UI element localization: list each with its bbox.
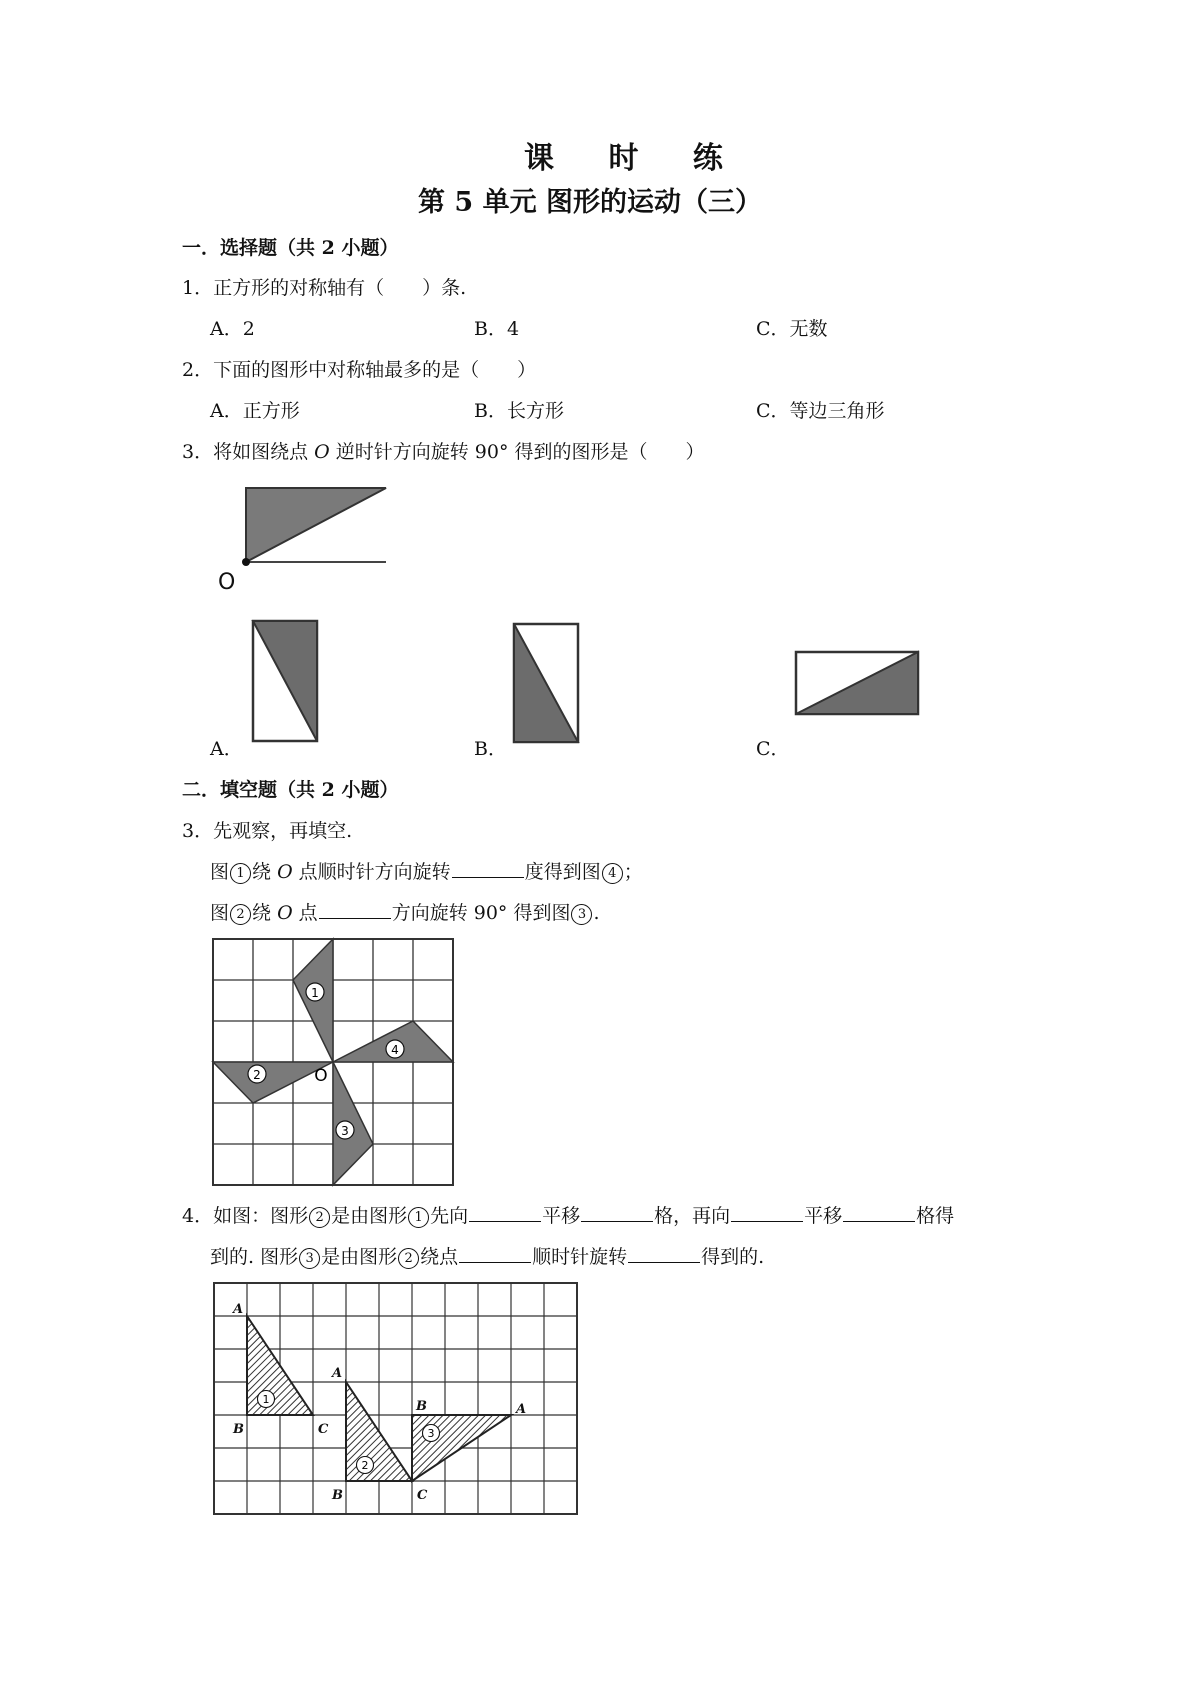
q3-var: O xyxy=(314,441,330,463)
q2-option-b: B．长方形 xyxy=(474,400,564,422)
circled-number: 3 xyxy=(299,1248,320,1269)
q3-option-b-figure xyxy=(512,622,582,746)
q1-option-b: B．4 xyxy=(474,318,520,340)
text: 绕 xyxy=(252,861,278,883)
shape-2-label: 2 xyxy=(253,1068,261,1082)
text: 是由图形 xyxy=(331,1205,408,1227)
answer-blank[interactable] xyxy=(452,859,524,878)
text: 平移 xyxy=(542,1205,581,1227)
text: 得到的. xyxy=(701,1246,765,1268)
var-o: O xyxy=(277,861,293,883)
q2-option-a: A．正方形 xyxy=(210,400,300,422)
label-c2: C xyxy=(417,1488,428,1503)
text: 到的. 图形 xyxy=(210,1246,299,1268)
question-2: 2．下面的图形中对称轴最多的是（ ） xyxy=(182,359,537,381)
circled-number: 2 xyxy=(309,1207,330,1228)
circled-number: 3 xyxy=(571,904,592,925)
q3-text-pre: 3．将如图绕点 xyxy=(182,441,315,463)
text: 点顺时针方向旋转 xyxy=(292,861,451,883)
q3-point-o: O xyxy=(218,570,236,595)
shape-3-label: 3 xyxy=(341,1124,349,1138)
q3-source-figure xyxy=(214,480,394,600)
label-b1: B xyxy=(233,1422,244,1437)
text: . xyxy=(593,902,600,924)
circled-number: 4 xyxy=(602,863,623,884)
label-c1: C xyxy=(318,1422,329,1437)
label-a2: A xyxy=(332,1366,343,1381)
text: 点 xyxy=(292,902,318,924)
circled-number: 2 xyxy=(398,1248,419,1269)
section-heading-fill: 二．填空题（共 2 小题） xyxy=(182,779,399,801)
text: 4．如图：图形 xyxy=(182,1205,309,1227)
circled-number: 1 xyxy=(408,1207,429,1228)
text: 度得到图 xyxy=(524,861,601,883)
label-b2: B xyxy=(332,1488,343,1503)
answer-blank[interactable] xyxy=(628,1244,700,1263)
text: 格得 xyxy=(916,1205,955,1227)
text: 方向旋转 90° 得到图 xyxy=(391,902,571,924)
answer-blank[interactable] xyxy=(319,900,391,919)
text: 平移 xyxy=(804,1205,843,1227)
q3-option-a-figure xyxy=(251,619,321,745)
fill-q3-line-1 xyxy=(210,857,643,884)
section-heading-choice: 一．选择题（共 2 小题） xyxy=(182,237,399,259)
answer-blank[interactable] xyxy=(581,1203,653,1222)
q3-option-b: B． xyxy=(474,738,507,760)
text: 图 xyxy=(210,902,230,924)
fill-q4-line-1 xyxy=(182,1201,954,1228)
grid-center-o: O xyxy=(314,1066,328,1086)
s3-label: 3 xyxy=(427,1427,435,1440)
q2-option-c: C．等边三角形 xyxy=(756,400,885,422)
question-1: 1．正方形的对称轴有（ ）条. xyxy=(182,277,467,299)
text: 先向 xyxy=(430,1205,469,1227)
q3-option-c: C． xyxy=(756,738,790,760)
q3-text-post: 逆时针方向旋转 90° 得到的图形是（ ） xyxy=(329,441,705,463)
answer-blank[interactable] xyxy=(843,1203,915,1222)
text: 顺时针旋转 xyxy=(532,1246,628,1268)
fill-q4-line-2 xyxy=(210,1242,764,1269)
var-o: O xyxy=(277,902,293,924)
page-title: 课 时 练 xyxy=(524,141,745,176)
s1-label: 1 xyxy=(262,1393,270,1406)
label-a3: A xyxy=(516,1402,527,1417)
s2-label: 2 xyxy=(361,1459,369,1472)
q1-option-c: C．无数 xyxy=(756,318,828,340)
answer-blank[interactable] xyxy=(469,1203,541,1222)
translation-grid-figure xyxy=(214,1283,580,1519)
text: 是由图形 xyxy=(321,1246,398,1268)
fill-question-3-intro: 3．先观察，再填空. xyxy=(182,820,353,842)
shape-1-label: 1 xyxy=(311,986,319,1000)
q1-option-a: A．2 xyxy=(210,318,255,340)
page-subtitle: 第 5 单元 图形的运动（三） xyxy=(418,187,762,218)
text: 绕点 xyxy=(420,1246,459,1268)
q3-option-c-figure xyxy=(794,650,922,718)
question-3 xyxy=(182,437,705,464)
shape-4-label: 4 xyxy=(391,1043,399,1057)
answer-blank[interactable] xyxy=(731,1203,803,1222)
text: 图 xyxy=(210,861,230,883)
label-b3: B xyxy=(416,1399,427,1414)
circled-number: 1 xyxy=(230,863,251,884)
text: 绕 xyxy=(252,902,278,924)
label-a1: A xyxy=(233,1302,244,1317)
circled-number: 2 xyxy=(230,904,251,925)
rotation-grid-figure xyxy=(213,939,457,1187)
text: ； xyxy=(623,861,643,883)
q3-option-a: A． xyxy=(210,738,243,760)
answer-blank[interactable] xyxy=(459,1244,531,1263)
text: 格，再向 xyxy=(654,1205,731,1227)
fill-q3-line-2 xyxy=(210,898,600,925)
